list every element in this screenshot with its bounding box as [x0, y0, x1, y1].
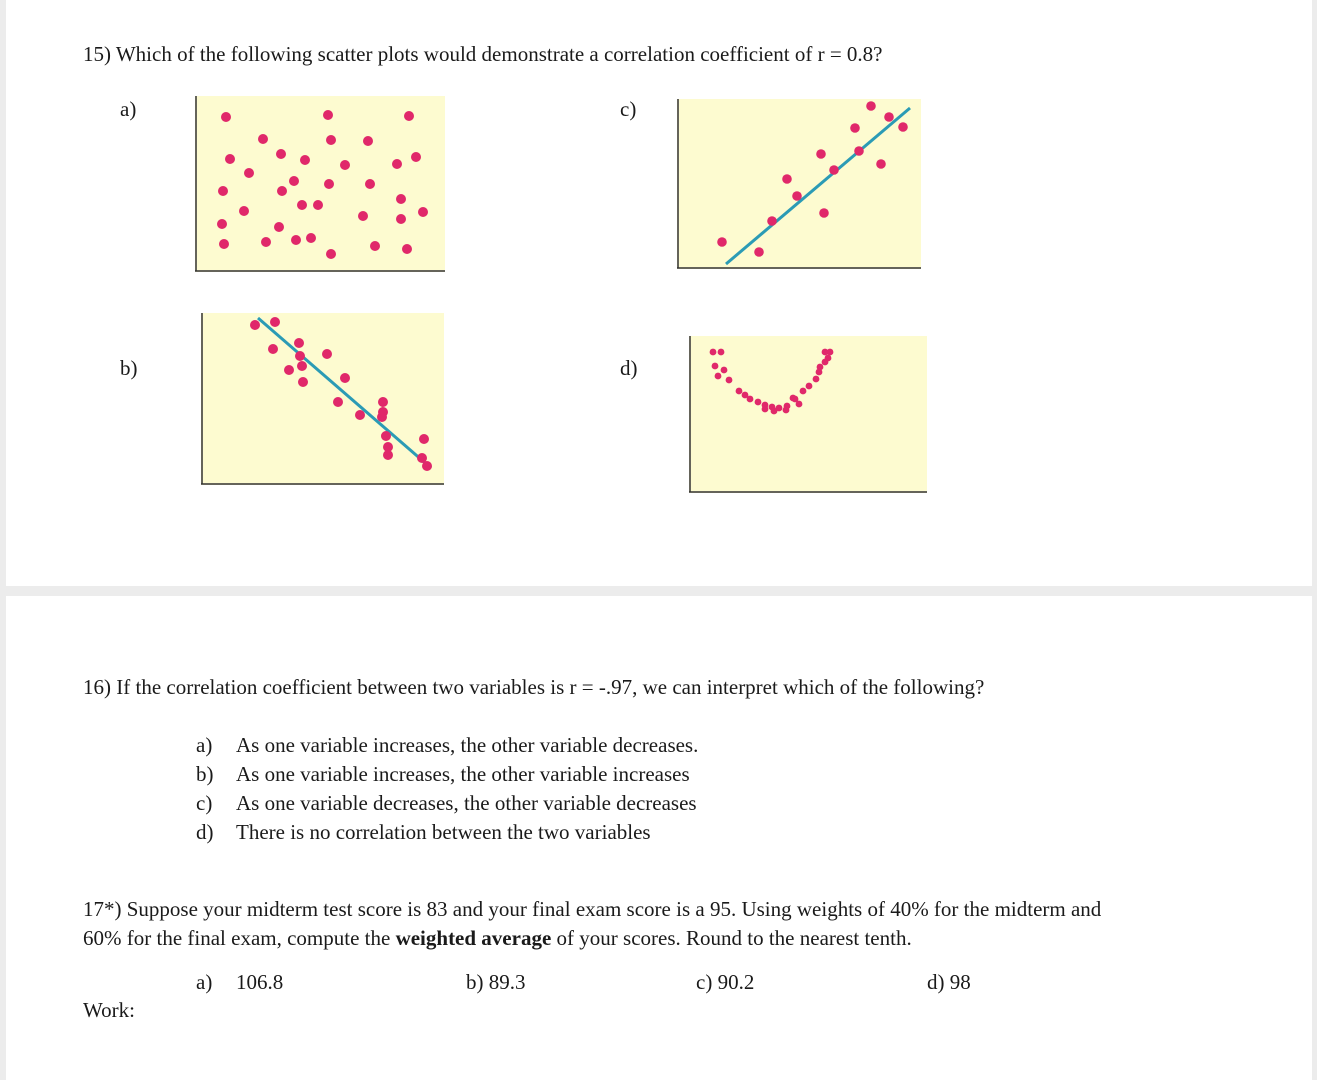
plot-label-a: a): [120, 97, 137, 121]
data-point: [291, 235, 301, 245]
plot-label-b: b): [120, 356, 138, 380]
data-point: [219, 239, 229, 249]
data-point: [822, 359, 829, 366]
option-c: [196, 789, 698, 818]
data-point: [340, 373, 350, 383]
work-label: Work:: [83, 998, 135, 1022]
data-point: [378, 397, 388, 407]
data-point: [355, 410, 365, 420]
data-point: [381, 431, 391, 441]
data-point: [736, 388, 743, 395]
scatter-plot-d: [689, 336, 927, 493]
data-point: [218, 186, 228, 196]
data-point: [297, 200, 307, 210]
data-point: [884, 112, 894, 122]
data-point: [876, 159, 886, 169]
data-point: [827, 349, 834, 356]
data-point: [816, 149, 826, 159]
data-point: [747, 396, 754, 403]
data-point: [274, 222, 284, 232]
data-point: [383, 450, 393, 460]
option-letter: b): [196, 762, 214, 786]
choice-a-value: 106.8: [236, 970, 284, 994]
option-a: [196, 731, 698, 760]
option-letter: a): [196, 733, 213, 757]
option-letter: d): [196, 820, 214, 844]
scatter-plot-b: [201, 313, 444, 485]
data-point: [270, 317, 280, 327]
data-point: [326, 249, 336, 259]
data-point: [396, 194, 406, 204]
data-point: [276, 149, 286, 159]
page-1: [6, 0, 1312, 586]
data-point: [800, 388, 807, 395]
data-point: [392, 159, 402, 169]
plot-background: [201, 313, 444, 485]
data-point: [333, 397, 343, 407]
data-point: [762, 406, 769, 413]
data-point: [298, 377, 308, 387]
data-point: [418, 207, 428, 217]
question-16-text: 16) If the correlation coefficient between two variables is r = -.97, we can interpret which of the following?: [83, 675, 985, 699]
option-text: As one variable increases, the other variable increases: [236, 762, 690, 786]
data-point: [783, 407, 790, 414]
data-point: [717, 237, 727, 247]
data-point: [806, 383, 813, 390]
option-letter: c): [196, 791, 213, 815]
data-point: [306, 233, 316, 243]
data-point: [225, 154, 235, 164]
data-point: [284, 365, 294, 375]
question-16-options: [196, 731, 698, 847]
data-point: [715, 373, 722, 380]
data-point: [721, 367, 728, 374]
data-point: [866, 101, 876, 111]
data-point: [411, 152, 421, 162]
data-point: [297, 361, 307, 371]
data-point: [300, 155, 310, 165]
data-point: [819, 208, 829, 218]
data-point: [718, 349, 725, 356]
page-2: [6, 596, 1312, 1080]
data-point: [829, 165, 839, 175]
question-15-text: 15) Which of the following scatter plots would demonstrate a correlation coefficient of r = 0.8?: [83, 42, 883, 66]
data-point: [323, 110, 333, 120]
data-point: [854, 146, 864, 156]
option-d: [196, 818, 698, 847]
data-point: [326, 135, 336, 145]
scatter-plot-a: [195, 96, 445, 272]
data-point: [268, 344, 278, 354]
data-point: [295, 351, 305, 361]
option-b: [196, 760, 698, 789]
choice-c: c) 90.2: [696, 970, 755, 994]
data-point: [277, 186, 287, 196]
data-point: [790, 395, 797, 402]
option-text: As one variable increases, the other variable decreases.: [236, 733, 699, 757]
data-point: [796, 401, 803, 408]
option-text: There is no correlation between the two variables: [236, 820, 651, 844]
plot-label-d: d): [620, 356, 638, 380]
data-point: [324, 179, 334, 189]
data-point: [726, 377, 733, 384]
data-point: [258, 134, 268, 144]
data-point: [363, 136, 373, 146]
data-point: [244, 168, 254, 178]
plot-background: [689, 336, 927, 493]
choice-a: [196, 968, 283, 997]
question-17-line-2-start: 60% for the final exam, compute the: [83, 926, 396, 950]
choice-d: d) 98: [927, 970, 971, 994]
data-point: [250, 320, 260, 330]
data-point: [771, 408, 778, 415]
choice-b: b) 89.3: [466, 970, 526, 994]
data-point: [377, 412, 387, 422]
plot-background: [677, 99, 921, 269]
data-point: [898, 122, 908, 132]
data-point: [754, 247, 764, 257]
data-point: [294, 338, 304, 348]
data-point: [239, 206, 249, 216]
data-point: [358, 211, 368, 221]
data-point: [712, 363, 719, 370]
data-point: [816, 369, 823, 376]
data-point: [370, 241, 380, 251]
data-point: [322, 349, 332, 359]
weighted-average-term: weighted average: [395, 926, 552, 950]
data-point: [813, 376, 820, 383]
data-point: [261, 237, 271, 247]
question-17-line-2: [83, 924, 912, 953]
question-17-line-2-end: of your scores. Round to the nearest tenth.: [551, 926, 912, 950]
data-point: [365, 179, 375, 189]
data-point: [340, 160, 350, 170]
choice-a-letter: a): [196, 970, 213, 994]
data-point: [404, 111, 414, 121]
data-point: [221, 112, 231, 122]
data-point: [850, 123, 860, 133]
data-point: [710, 349, 717, 356]
scatter-plot-c: [677, 99, 921, 269]
data-point: [313, 200, 323, 210]
option-text: As one variable decreases, the other variable decreases: [236, 791, 697, 815]
data-point: [419, 434, 429, 444]
data-point: [396, 214, 406, 224]
data-point: [755, 399, 762, 406]
data-point: [767, 216, 777, 226]
plot-label-c: c): [620, 97, 637, 121]
data-point: [289, 176, 299, 186]
question-17-line-1: 17*) Suppose your midterm test score is 83 and your final exam score is a 95. Using weights of 40% for the midterm and: [83, 897, 1102, 921]
data-point: [422, 461, 432, 471]
data-point: [782, 174, 792, 184]
data-point: [402, 244, 412, 254]
data-point: [217, 219, 227, 229]
data-point: [792, 191, 802, 201]
